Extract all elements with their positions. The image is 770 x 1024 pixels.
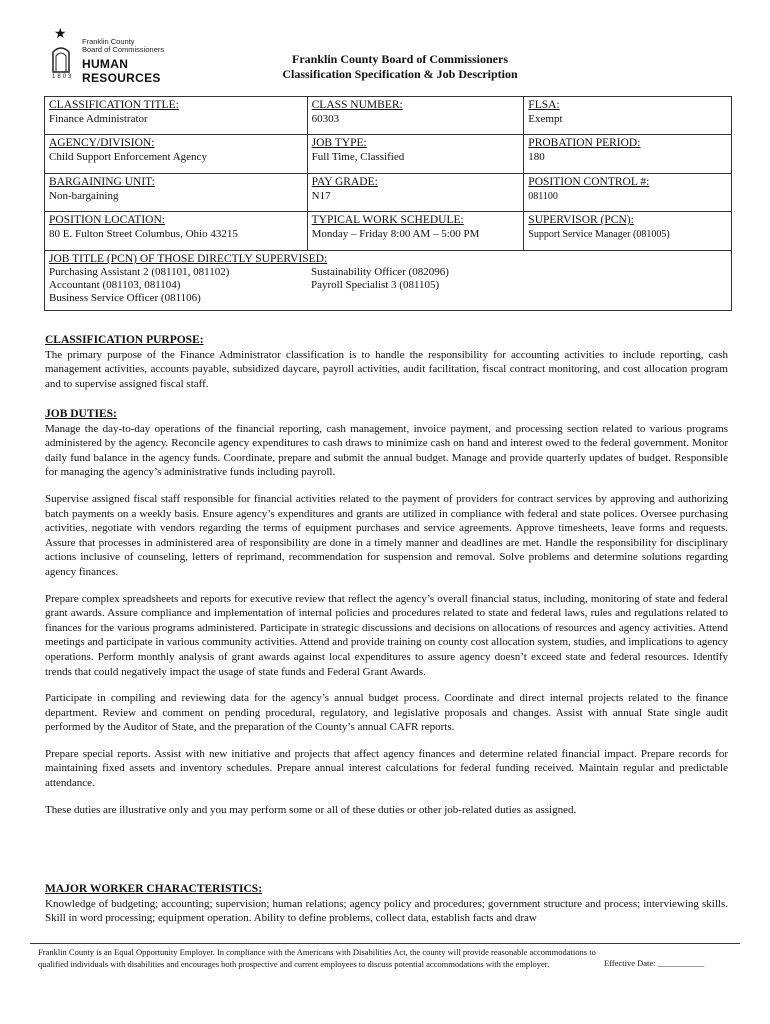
- supervisor-value: Support Service Manager (081005): [528, 229, 670, 240]
- characteristics-text: Knowledge of budgeting; accounting; supervision; human relations; agency policy and procedures; government structure and process; interviewing skills. Skill in word processing; equipment operation. Ability to define problems, collect data, establish facts and draw: [45, 897, 728, 925]
- agency-label: AGENCY/DIVISION:: [49, 137, 155, 149]
- classification-title-label: CLASSIFICATION TITLE:: [49, 99, 179, 111]
- supervised-item: Purchasing Assistant 2 (081101, 081102): [49, 266, 230, 278]
- footer-disclaimer: Franklin County is an Equal Opportunity Employer. In compliance with the Americans with Disabilities Act, the county will provide reasonable accommodations to qualified individuals with disabilities and encourages both prospective and current employees to discuss potential accommodations with the employer.: [38, 947, 596, 969]
- supervised-item: Sustainability Officer (082096): [311, 266, 449, 278]
- doc-title: Classification Specification & Job Description: [282, 67, 518, 81]
- pay-grade-cell: [307, 174, 524, 212]
- schedule-value: Monday – Friday 8:00 AM – 5:00 PM: [311, 228, 480, 240]
- class-number-cell: [307, 97, 524, 135]
- effective-date-blank: ___________: [657, 958, 705, 968]
- supervised-column-1: [49, 266, 311, 305]
- purpose-text: The primary purpose of the Finance Administrator classification is to handle the responsibility for accounting activities to include reporting, cash management activities, accounts payable, subsidized daycare, payroll activities, audit facilitation, fiscal contract monitoring, and cost allocation program and to supervise assigned fiscal staff.: [45, 348, 728, 390]
- location-cell: [45, 212, 308, 251]
- logo-year: 1803: [52, 74, 74, 80]
- effective-date: [604, 958, 704, 968]
- agency-value: Child Support Enforcement Agency: [49, 151, 207, 163]
- duties-paragraph: Participate in compiling and reviewing data for the agency’s annual budget process. Coordinate and direct internal projects related to the finance department. Review and comment on pending procedural, regulatory, and legislative proposals and changes. Assist with annual State single audit performed by the Auditor of State, and the preparation of the County’s annual CAFR reports.: [45, 692, 728, 734]
- bargaining-cell: [45, 174, 308, 212]
- position-info-table: [44, 96, 732, 311]
- footer-divider: [30, 943, 740, 944]
- duties-paragraph: Prepare complex spreadsheets and reports for executive review that reflect the agency’s overall financial status, including, monitoring of state and federal grant awards. Assure compliance and implementation of internal policies and procedures related to state and federal laws, rules and regulations related to finances for the various programs administered. Participate in strategic discussions and decisions on allocations of resources and agency activities. Attend meetings and participate in various community activities. Attend and provide training on county cost allocation system, studies, and implications to agency operations. Perform monthly analysis of grant awards against local expenditures to assure agency doesn’t exceed state and federal resources. Identify trends that could negatively impact the usage of state funds and Federal Grant Awards.: [45, 592, 728, 678]
- location-label: POSITION LOCATION:: [49, 214, 165, 226]
- position-control-label: POSITION CONTROL #:: [528, 176, 650, 188]
- pay-grade-value: N17: [311, 190, 331, 202]
- job-type-cell: [307, 135, 524, 174]
- class-number-label: CLASS NUMBER:: [311, 99, 403, 111]
- supervised-list: [49, 266, 727, 305]
- supervisor-label: SUPERVISOR (PCN):: [528, 214, 634, 226]
- position-control-value: 081100: [528, 191, 558, 202]
- classification-title-value: Finance Administrator: [49, 113, 148, 125]
- star-icon: ★: [54, 27, 67, 42]
- worker-characteristics-section: [45, 882, 728, 938]
- agency-cell: [45, 135, 308, 174]
- org-title: Franklin County Board of Commissioners: [291, 52, 509, 66]
- supervised-item: Business Service Officer (081106): [49, 292, 201, 304]
- pay-grade-label: PAY GRADE:: [311, 176, 378, 188]
- supervised-label: JOB TITLE (PCN) OF THOSE DIRECTLY SUPERVISED:: [49, 253, 328, 265]
- probation-value: 180: [528, 151, 545, 163]
- bargaining-value: Non-bargaining: [49, 190, 119, 202]
- classification-purpose-section: [45, 333, 728, 403]
- supervised-column-2: [311, 266, 573, 305]
- flsa-value: Exempt: [528, 113, 563, 125]
- duties-paragraph: These duties are illustrative only and you may perform some or all of these duties or other job-related duties as assigned.: [45, 803, 577, 816]
- effective-date-label: Effective Date:: [604, 958, 656, 968]
- logo-department: HUMAN RESOURCES: [82, 57, 161, 85]
- duties-paragraph: Supervise assigned fiscal staff responsible for financial activities related to the payment of providers for contract services by approving and authorizing batch payments on a weekly basis. Ensure agency’s expenditures and grants are utilized in compliance with federal and state polices. Oversee purchasing activities, negotiate with vendors regarding the terms of equipment purchases and service agreements. Approve timesheets, leave forms and requests. Assure that processes in administered area of responsibility are done in a timely manner and deadlines are met. Handle the responsibility for disciplinary actions inclusive of counseling, letters of reprimand, recommendation for suspension and removal. Solve problems and determine solutions regarding agency finances.: [45, 492, 728, 578]
- classification-title-cell: [45, 97, 308, 135]
- flsa-label: FLSA:: [528, 99, 560, 111]
- class-number-value: 60303: [311, 113, 340, 125]
- schedule-label: TYPICAL WORK SCHEDULE:: [311, 214, 464, 226]
- job-type-label: JOB TYPE:: [311, 137, 367, 149]
- probation-cell: [524, 135, 732, 174]
- location-value: 80 E. Fulton Street Columbus, Ohio 43215: [49, 228, 238, 240]
- supervisor-cell: [524, 212, 732, 251]
- job-duties-section: [45, 407, 728, 829]
- purpose-heading: CLASSIFICATION PURPOSE:: [45, 334, 204, 346]
- logo-county-name: Franklin County: [82, 37, 135, 46]
- duties-paragraph: Manage the day-to-day operations of the financial reporting, cash management, invoice payment, and processing section related to various programs administered by the agency. Reconcile agency expenditures to cash draws to minimize cash on hand and interest owed to the federal government. Monitor daily fund balance in the agency funds. Coordinate, prepare and submit the annual budget. Manage and provide quarterly updates of budget. Responsible for managing the agency’s administrative funds including payroll.: [45, 422, 728, 479]
- job-type-value: Full Time, Classified: [311, 151, 405, 163]
- schedule-cell: [307, 212, 524, 251]
- supervised-item: Payroll Specialist 3 (081105): [311, 279, 440, 291]
- supervised-item: Accountant (081103, 081104): [49, 279, 181, 291]
- duties-heading: JOB DUTIES:: [45, 408, 117, 420]
- position-control-cell: [524, 174, 732, 212]
- logo-board-name: Board of Commissioners: [82, 45, 165, 54]
- flsa-cell: [524, 97, 732, 135]
- duties-paragraph: Prepare special reports. Assist with new initiative and projects that affect agency finances and determine related financial impact. Prepare records for maintaining fixed assets and inventory schedules. Prepare annual interest calculations for federal funding received. Maintain regular and predictable attendance.: [45, 747, 728, 790]
- characteristics-heading: MAJOR WORKER CHARACTERISTICS:: [45, 883, 263, 895]
- bargaining-label: BARGAINING UNIT:: [49, 176, 155, 188]
- probation-label: PROBATION PERIOD:: [528, 137, 641, 149]
- supervised-cell: [45, 251, 732, 311]
